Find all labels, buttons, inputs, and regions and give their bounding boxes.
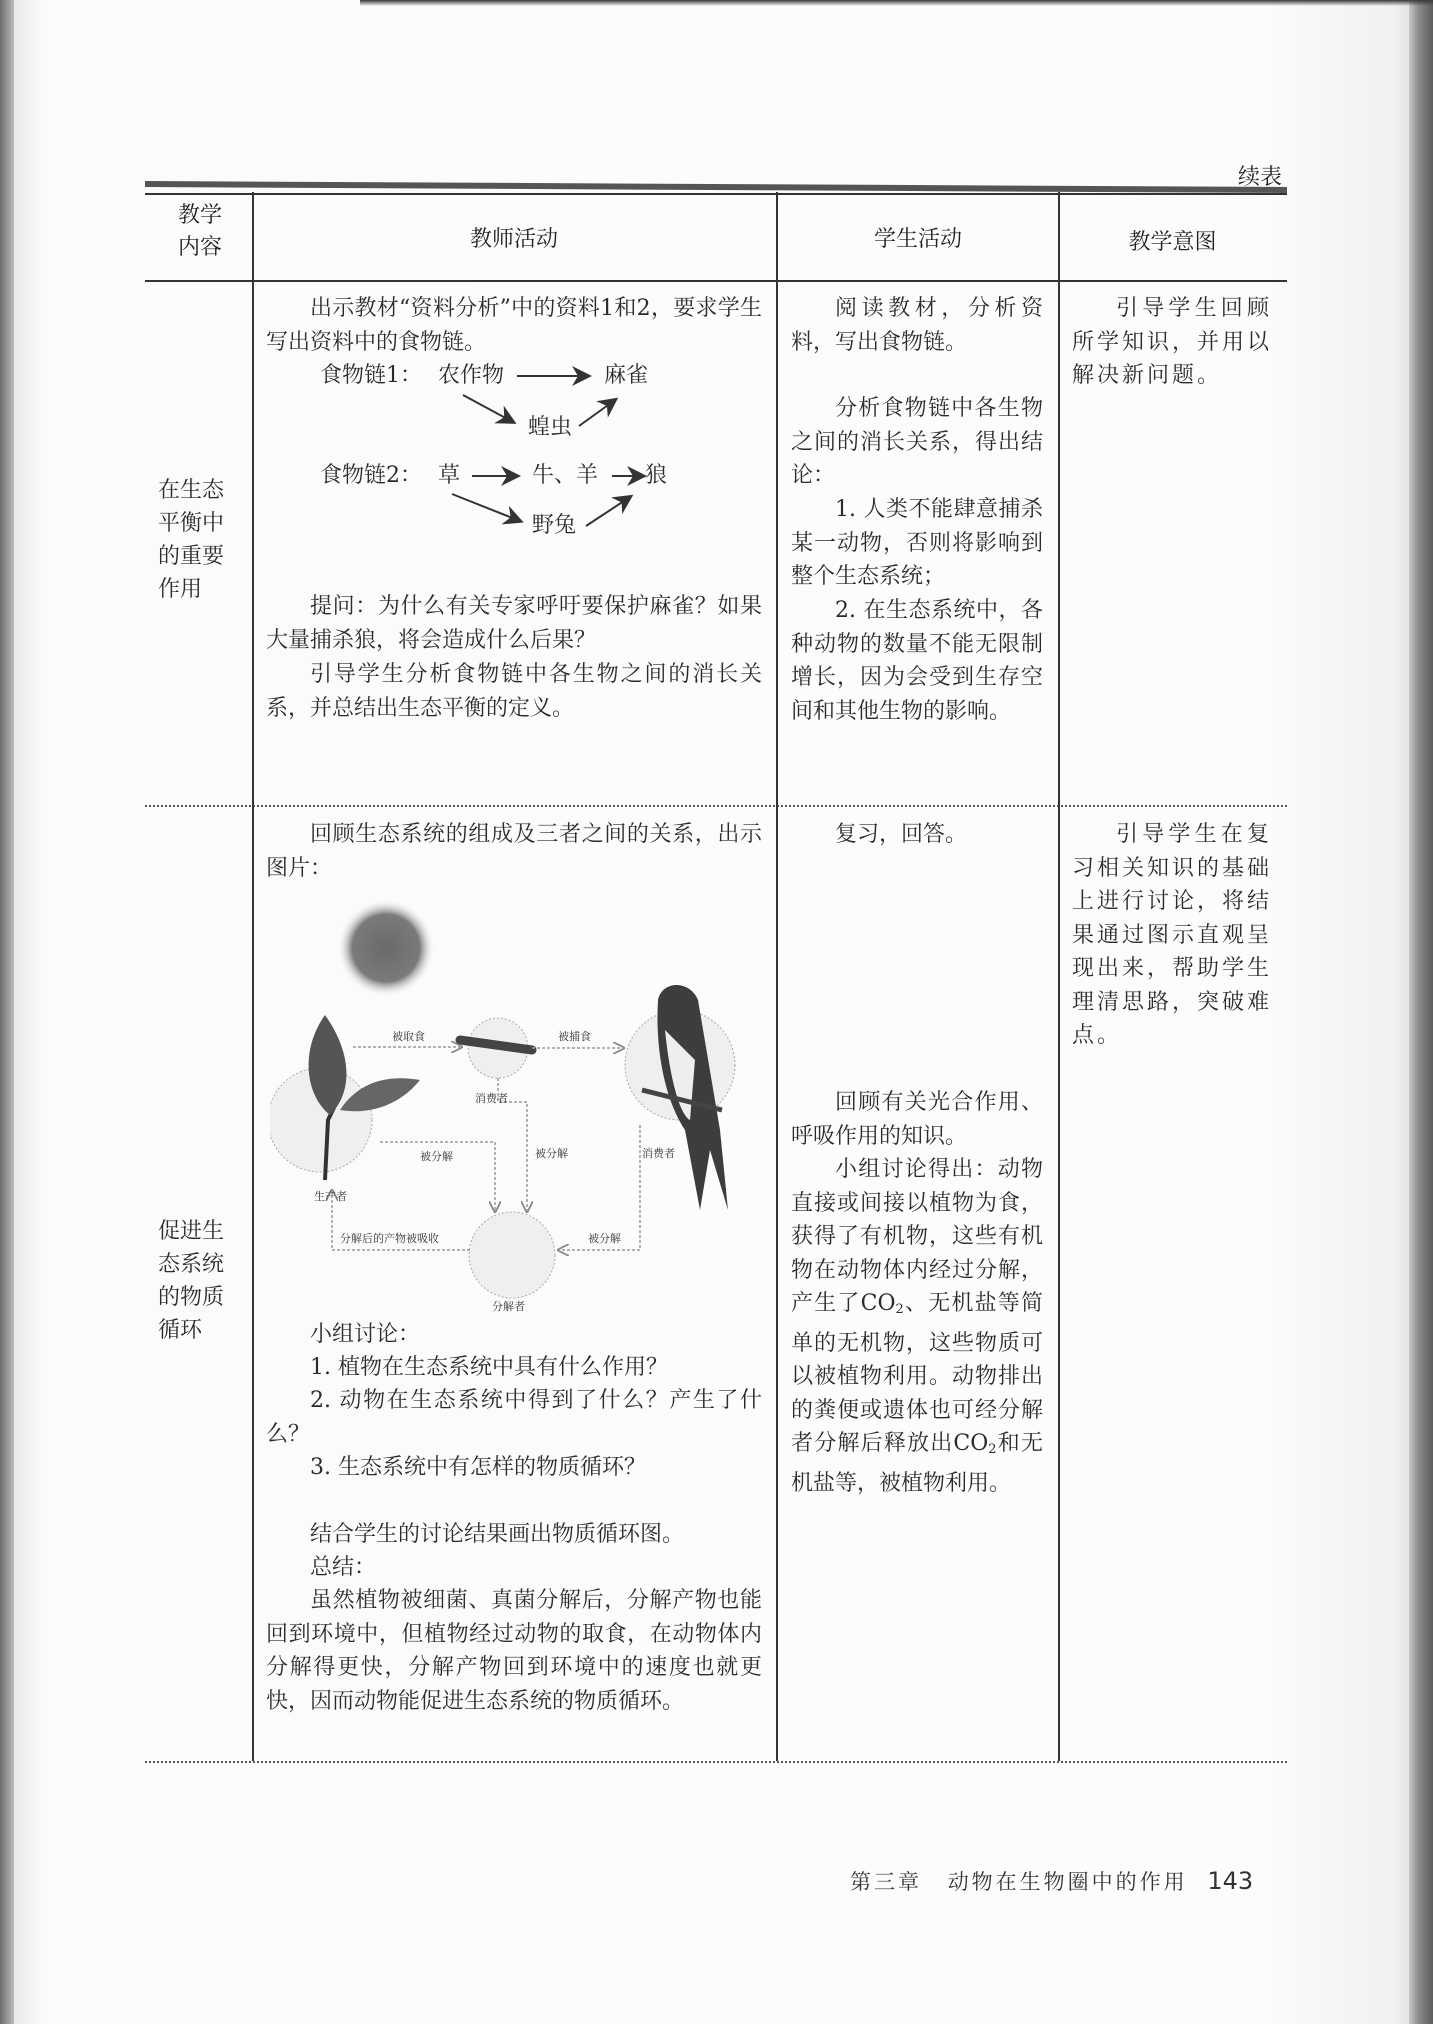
label-producer: 生产者 bbox=[314, 1190, 347, 1203]
label-decomposer: 分解者 bbox=[492, 1300, 525, 1313]
row2-draw: 结合学生的讨论结果画出物质循环图。 bbox=[310, 1522, 685, 1547]
footer-chapter: 第三章 bbox=[850, 1870, 922, 1894]
food-chain-1-producer: 农作物 bbox=[438, 363, 505, 388]
header-content-line1: 教学 bbox=[177, 203, 222, 228]
page-footer bbox=[850, 1866, 1253, 1896]
label-consumer-2: 消费者 bbox=[642, 1147, 675, 1160]
column-divider-2 bbox=[776, 192, 778, 1761]
row-divider bbox=[145, 805, 1287, 807]
table-bottom-rule bbox=[145, 1761, 1287, 1763]
row2-student-p1: 复习，回答。 bbox=[835, 822, 968, 847]
row2-discussion-q1: 1. 植物在生态系统中具有什么作用？ bbox=[310, 1355, 668, 1380]
book-spine-shadow bbox=[0, 0, 14, 2024]
food-chain-2-middle-top: 牛、羊 bbox=[532, 463, 599, 488]
continued-label: 续表 bbox=[1238, 165, 1283, 190]
food-chain-2-label: 食物链2： bbox=[320, 463, 422, 488]
row1-teacher-guide: 引导学生分析食物链中各生物之间的消长关系，并总结出生态平衡的定义。 bbox=[266, 662, 762, 721]
row1-teacher-question: 提问：为什么有关专家呼吁要保护麻雀？如果大量捕杀狼，将会造成什么后果？ bbox=[266, 594, 762, 653]
column-divider-3 bbox=[1058, 192, 1060, 1761]
row2-teacher-intro: 回顾生态系统的组成及三者之间的关系，出示图片： bbox=[266, 822, 762, 881]
footer-chapter-title: 动物在生物圈中的作用 bbox=[947, 1870, 1188, 1894]
row2-student-p3-part-c: 和无机盐等，被植物利用。 bbox=[791, 1431, 1043, 1496]
label-decomposed-3: 被分解 bbox=[588, 1232, 621, 1245]
header-content-line2: 内容 bbox=[177, 235, 222, 260]
row2-discussion-q2: 2. 动物在生态系统中得到了什么？产生了什么？ bbox=[266, 1388, 762, 1447]
row2-discussion-q3: 3. 生态系统中有怎样的物质循环？ bbox=[310, 1455, 646, 1480]
top-shadow bbox=[360, 0, 1433, 6]
row2-summary: 虽然植物被细菌、真菌分解后，分解产物也能回到环境中，但植物经过动物的取食，在动物体内分解得更快，分解产物回到环境中的速度也就更快，因而动物能促进生态系统的物质循环。 bbox=[266, 1588, 762, 1714]
row2-student-p3-part-a: 小组讨论得出：动物直接或间接以植物为食，获得了有机物，这些有机物在动物体内经过分解，产生了CO bbox=[791, 1157, 1043, 1316]
food-chain-1-label: 食物链1： bbox=[320, 363, 422, 388]
row2-student-p3 bbox=[791, 1153, 1043, 1500]
row1-topic: 在生态平衡中的重要作用 bbox=[158, 478, 225, 602]
row2-discussion-title: 小组讨论： bbox=[310, 1322, 421, 1347]
row1-teacher-intro: 出示教材“资料分析”中的资料1和2，要求学生写出资料中的食物链。 bbox=[266, 296, 762, 355]
sun-icon bbox=[338, 900, 434, 996]
food-chain-2-middle-bottom: 野兔 bbox=[532, 513, 577, 538]
food-chain-1-top: 麻雀 bbox=[604, 363, 649, 388]
food-chain-2-producer: 草 bbox=[438, 463, 461, 488]
co2-subscript: 2 bbox=[895, 1302, 904, 1317]
label-decomposed-1: 被分解 bbox=[420, 1150, 453, 1163]
header-content bbox=[150, 200, 250, 264]
label-preyed: 被捕食 bbox=[558, 1030, 591, 1043]
food-chain-1-middle: 蝗虫 bbox=[528, 415, 573, 440]
label-absorbed: 分解后的产物被吸收 bbox=[340, 1232, 439, 1245]
label-decomposed-2: 被分解 bbox=[535, 1147, 568, 1160]
row1-student-p4: 2. 在生态系统中，各种动物的数量不能无限制增长，因为会受到生存空间和其他生物的影响。 bbox=[791, 598, 1043, 724]
row1-student-p2: 分析食物链中各生物之间的消长关系，得出结论： bbox=[791, 396, 1043, 488]
row2-summary-title: 总结： bbox=[310, 1555, 377, 1580]
header-student-activity: 学生活动 bbox=[873, 227, 962, 252]
table-top-rule-thin bbox=[145, 193, 1287, 195]
row1-intent: 引导学生回顾所学知识，并用以解决新问题。 bbox=[1072, 296, 1273, 388]
row2-intent: 引导学生在复习相关知识的基础上进行讨论，将结果通过图示直观呈现出来，帮助学生理清思路，突破难点。 bbox=[1072, 822, 1273, 1048]
food-chain-2-top: 狼 bbox=[645, 463, 668, 488]
row2-student-p2: 回顾有关光合作用、呼吸作用的知识。 bbox=[791, 1090, 1043, 1149]
header-teacher-activity: 教师活动 bbox=[469, 227, 558, 252]
label-eaten: 被取食 bbox=[392, 1030, 425, 1043]
label-consumer-1: 消费者 bbox=[475, 1092, 508, 1105]
food-chain-arrows-icon bbox=[250, 280, 770, 600]
co2-subscript: 2 bbox=[988, 1442, 997, 1457]
page-edge-shadow bbox=[1409, 0, 1433, 2024]
decomposer-circle bbox=[469, 1212, 555, 1298]
row2-topic: 促进生态系统的物质循环 bbox=[158, 1219, 225, 1343]
row1-student-p1: 阅读教材，分析资料，写出食物链。 bbox=[791, 296, 1043, 355]
row1-student-p3: 1. 人类不能肆意捕杀某一动物，否则将影响到整个生态系统； bbox=[791, 497, 1043, 589]
material-cycle-diagram bbox=[270, 880, 750, 1320]
row2-student-p3-part-b: 、无机盐等简单的无机物，这些物质可以被植物利用。动物排出的粪便或遗体也可经分解者分解后释放出CO bbox=[791, 1291, 1043, 1456]
page-number: 143 bbox=[1207, 1867, 1254, 1895]
header-teaching-intent: 教学意图 bbox=[1128, 230, 1217, 255]
